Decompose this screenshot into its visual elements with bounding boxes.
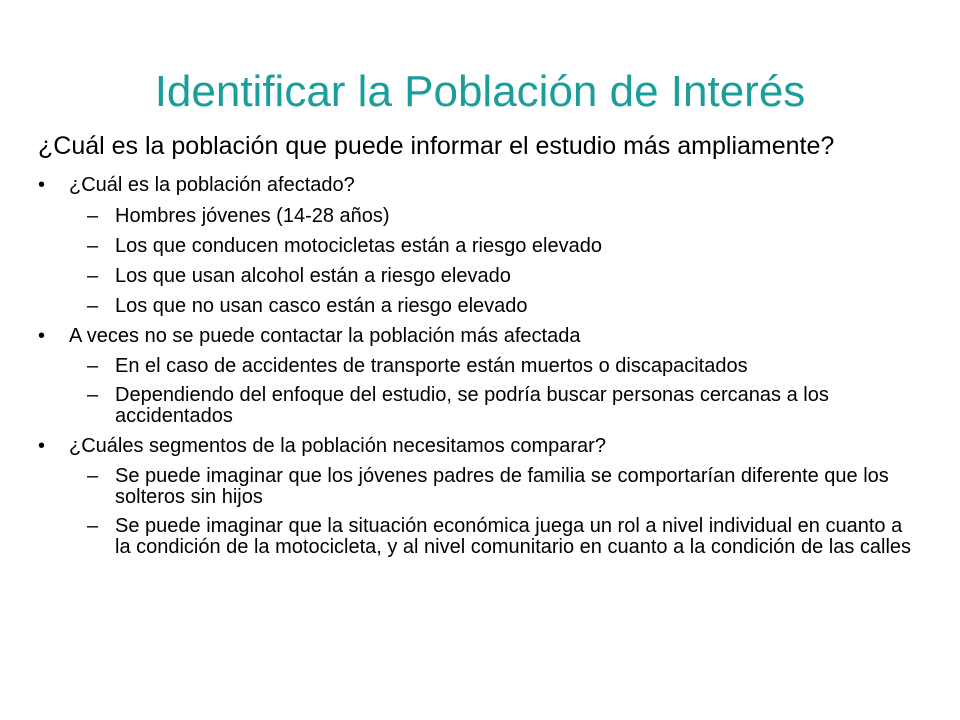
sub-item-text: Los que usan alcohol están a riesgo elevado xyxy=(115,265,511,287)
dash-marker: – xyxy=(87,235,99,257)
sub-item-text: En el caso de accidentes de transporte están muertos o discapacitados xyxy=(115,355,748,377)
sub-item-text: Se puede imaginar que la situación económica juega un rol a nivel individual en cuanto a la condición de la motocicleta, y al nivel comunitario en cuanto a la condición de las calles xyxy=(115,515,912,558)
sub-item-text: Hombres jóvenes (14-28 años) xyxy=(115,205,390,227)
bullet-item xyxy=(38,325,918,347)
sub-item-text: Dependiendo del enfoque del estudio, se podría buscar personas cercanas a los accidentados xyxy=(115,384,829,427)
dash-marker: – xyxy=(87,384,99,406)
sub-item-text: Se puede imaginar que los jóvenes padres de familia se comportarían diferente que los solteros sin hijos xyxy=(115,465,889,508)
sub-item xyxy=(38,385,918,427)
sub-item xyxy=(38,516,918,558)
bullet-text: A veces no se puede contactar la población más afectada xyxy=(69,325,581,347)
dash-marker: – xyxy=(87,295,99,317)
dash-marker: – xyxy=(87,465,99,487)
bullet-marker: • xyxy=(38,435,46,457)
slide-title: Identificar la Población de Interés xyxy=(154,67,806,116)
bullet-text: ¿Cuál es la población afectado? xyxy=(69,174,355,196)
bullet-marker: • xyxy=(38,325,46,347)
dash-marker: – xyxy=(87,355,99,377)
sub-item xyxy=(38,265,918,287)
sub-item xyxy=(38,295,918,317)
sub-item xyxy=(38,235,918,257)
bullet-text: ¿Cuáles segmentos de la población necesitamos comparar? xyxy=(69,435,606,457)
bullet-marker: • xyxy=(38,174,46,196)
dash-marker: – xyxy=(87,205,99,227)
sub-item xyxy=(38,356,918,377)
sub-item xyxy=(38,466,918,508)
dash-marker: – xyxy=(87,265,99,287)
sub-item-text: Los que no usan casco están a riesgo elevado xyxy=(115,295,528,317)
sub-item-text: Los que conducen motocicletas están a riesgo elevado xyxy=(115,235,602,257)
sub-item xyxy=(38,205,918,227)
slide-body xyxy=(38,133,918,566)
bullet-item xyxy=(38,174,918,196)
bullet-item xyxy=(38,435,918,457)
dash-marker: – xyxy=(87,515,99,537)
lead-question: ¿Cuál es la población que puede informar el estudio más ampliamente? xyxy=(38,132,835,160)
